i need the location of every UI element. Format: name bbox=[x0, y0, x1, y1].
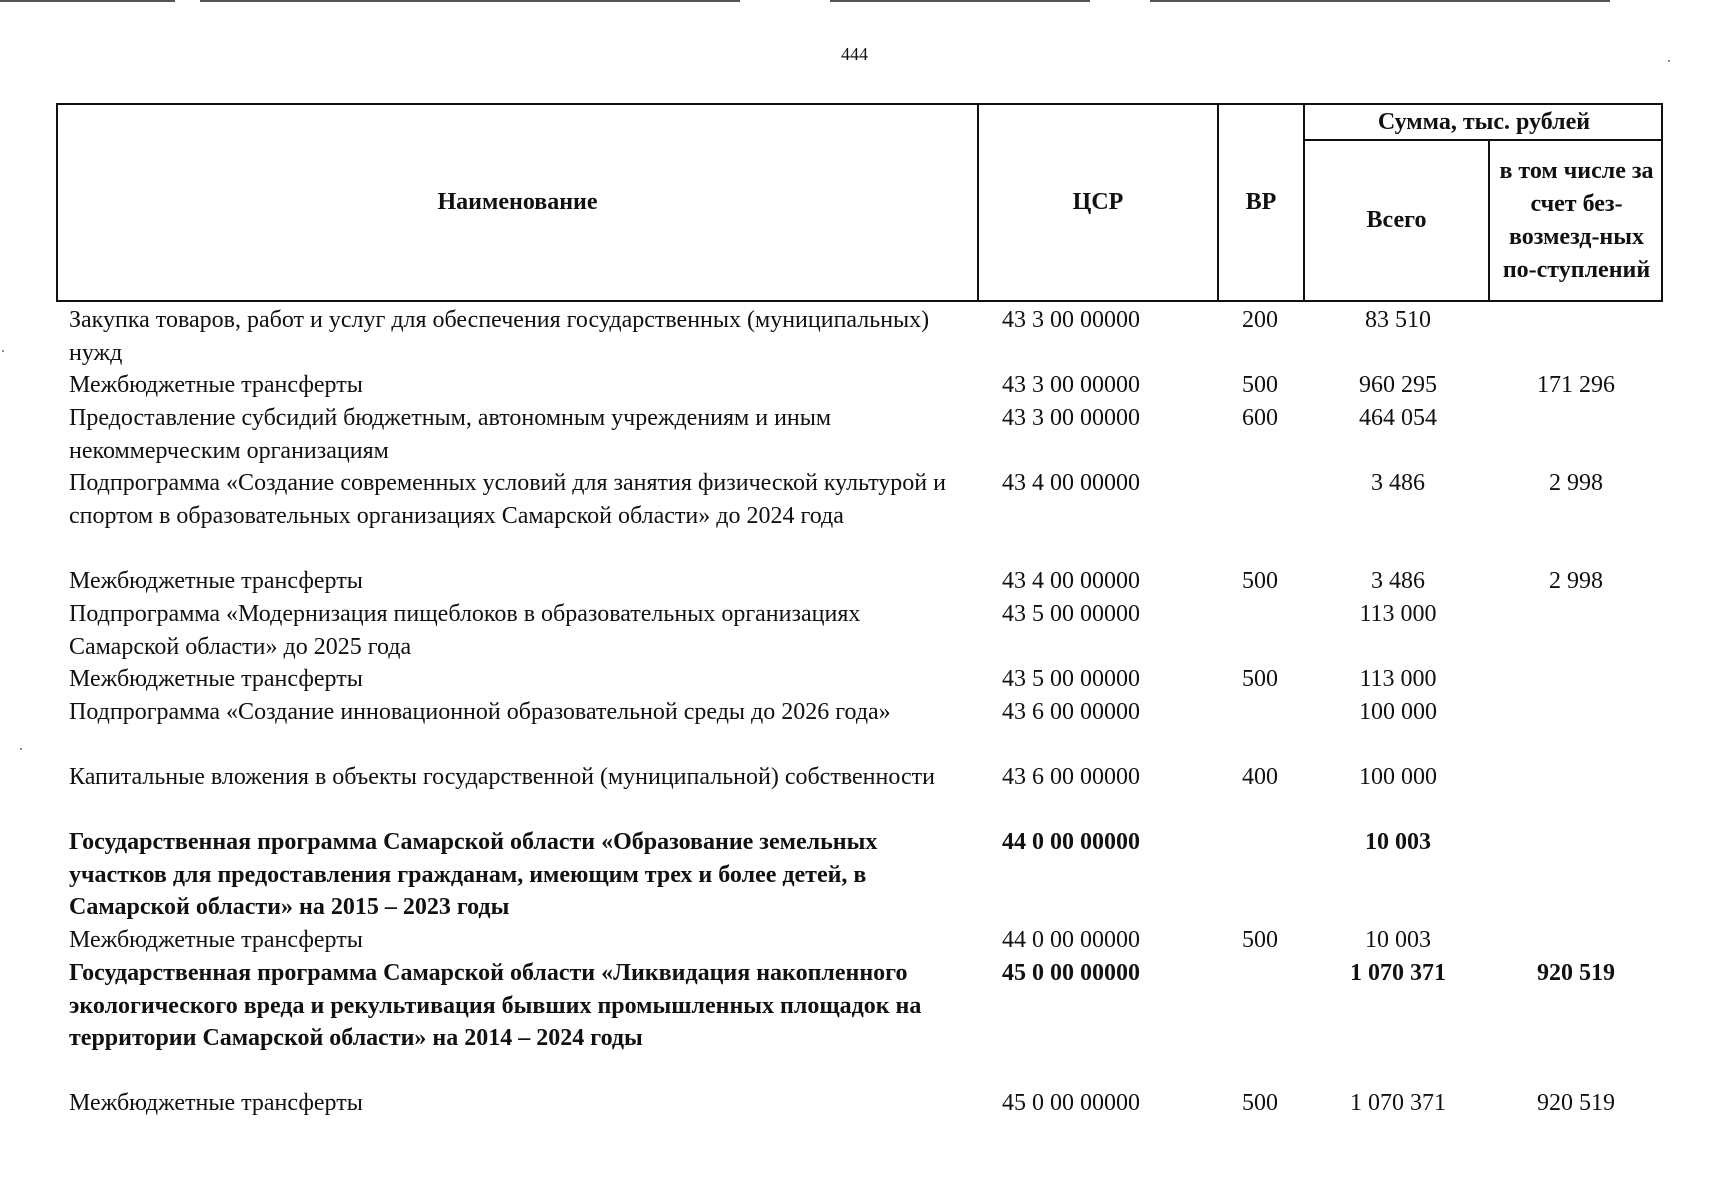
row-total: 113 000 bbox=[1359, 601, 1437, 627]
page-number: 444 bbox=[841, 44, 868, 64]
row-free: 2 998 bbox=[1549, 470, 1603, 496]
row-total: 960 295 bbox=[1359, 372, 1437, 398]
scan-edge-line bbox=[830, 0, 1090, 2]
row-total: 100 000 bbox=[1359, 764, 1437, 790]
row-vr: 200 bbox=[1242, 307, 1278, 333]
row-total: 100 000 bbox=[1359, 699, 1437, 725]
row-name: Государственная программа Самарской области «Ликвидация накопленного экологического вреда и рекультивация бывших промышленных площадок на территории Самарской области» на 2014 – 2024 годы bbox=[69, 960, 922, 1052]
row-vr: 500 bbox=[1242, 927, 1278, 953]
row-name: Межбюджетные трансферты bbox=[69, 1090, 363, 1116]
row-total: 3 486 bbox=[1371, 470, 1425, 496]
row-vr: 500 bbox=[1242, 1090, 1278, 1116]
row-free: 920 519 bbox=[1537, 1090, 1615, 1116]
row-vr: 400 bbox=[1242, 764, 1278, 790]
row-total: 3 486 bbox=[1371, 568, 1425, 594]
header-total: Всего bbox=[1366, 207, 1427, 233]
header-csr: ЦСР bbox=[1072, 189, 1124, 215]
row-csr: 43 5 00 00000 bbox=[1002, 666, 1140, 692]
row-vr: 500 bbox=[1242, 568, 1278, 594]
row-csr: 45 0 00 00000 bbox=[1002, 960, 1140, 986]
row-total: 113 000 bbox=[1359, 666, 1437, 692]
row-vr: 600 bbox=[1242, 405, 1278, 431]
row-csr: 43 6 00 00000 bbox=[1002, 699, 1140, 725]
scan-speck bbox=[20, 748, 22, 750]
row-name: Капитальные вложения в объекты государственной (муниципальной) собственности bbox=[69, 764, 935, 790]
row-csr: 44 0 00 00000 bbox=[1002, 927, 1140, 953]
row-name: Закупка товаров, работ и услуг для обеспечения государственных (муниципальных) нужд bbox=[69, 307, 930, 366]
row-csr: 43 3 00 00000 bbox=[1002, 372, 1140, 398]
row-name: Межбюджетные трансферты bbox=[69, 927, 363, 953]
row-name: Государственная программа Самарской области «Образование земельных участков для предоставления гражданам, имеющим трех и более детей, в Самарской области» на 2015 – 2023 годы bbox=[69, 829, 878, 921]
row-name: Межбюджетные трансферты bbox=[69, 372, 363, 398]
row-total: 1 070 371 bbox=[1350, 960, 1446, 986]
row-free: 2 998 bbox=[1549, 568, 1603, 594]
scan-speck bbox=[2, 350, 4, 352]
scan-edge-line bbox=[1150, 0, 1610, 2]
row-name: Межбюджетные трансферты bbox=[69, 568, 363, 594]
row-total: 83 510 bbox=[1365, 307, 1431, 333]
row-name: Межбюджетные трансферты bbox=[69, 666, 363, 692]
row-total: 1 070 371 bbox=[1350, 1090, 1446, 1116]
row-name: Подпрограмма «Создание современных условий для занятия физической культурой и спортом в образовательных организациях Самарской области» до 2024 года bbox=[69, 470, 946, 529]
row-name: Предоставление субсидий бюджетным, автономным учреждениям и иным некоммерческим организациям bbox=[69, 405, 832, 464]
row-csr: 43 3 00 00000 bbox=[1002, 405, 1140, 431]
row-name: Подпрограмма «Модернизация пищеблоков в образовательных организациях Самарской области» до 2025 года bbox=[69, 601, 861, 660]
row-csr: 43 4 00 00000 bbox=[1002, 568, 1140, 594]
row-csr: 43 6 00 00000 bbox=[1002, 764, 1140, 790]
row-csr: 43 4 00 00000 bbox=[1002, 470, 1140, 496]
row-name: Подпрограмма «Создание инновационной образовательной среды до 2026 года» bbox=[69, 699, 891, 725]
row-csr: 43 3 00 00000 bbox=[1002, 307, 1140, 333]
scan-edge-line bbox=[200, 0, 740, 2]
row-csr: 43 5 00 00000 bbox=[1002, 601, 1140, 627]
row-vr: 500 bbox=[1242, 372, 1278, 398]
scan-edge-line bbox=[0, 0, 175, 2]
row-total: 464 054 bbox=[1359, 405, 1437, 431]
header-sum: Сумма, тыс. рублей bbox=[1377, 108, 1591, 135]
row-total: 10 003 bbox=[1365, 829, 1431, 855]
header-vr: ВР bbox=[1245, 189, 1277, 215]
header-name: Наименование bbox=[437, 189, 598, 215]
row-vr: 500 bbox=[1242, 666, 1278, 692]
row-free: 171 296 bbox=[1537, 372, 1615, 398]
header-free: в том числе за счет без-возмезд-ных по-ступлений bbox=[1499, 157, 1654, 283]
row-free: 920 519 bbox=[1537, 960, 1615, 986]
row-csr: 44 0 00 00000 bbox=[1002, 829, 1140, 855]
row-total: 10 003 bbox=[1365, 927, 1431, 953]
row-csr: 45 0 00 00000 bbox=[1002, 1090, 1140, 1116]
table-header bbox=[56, 103, 1663, 302]
